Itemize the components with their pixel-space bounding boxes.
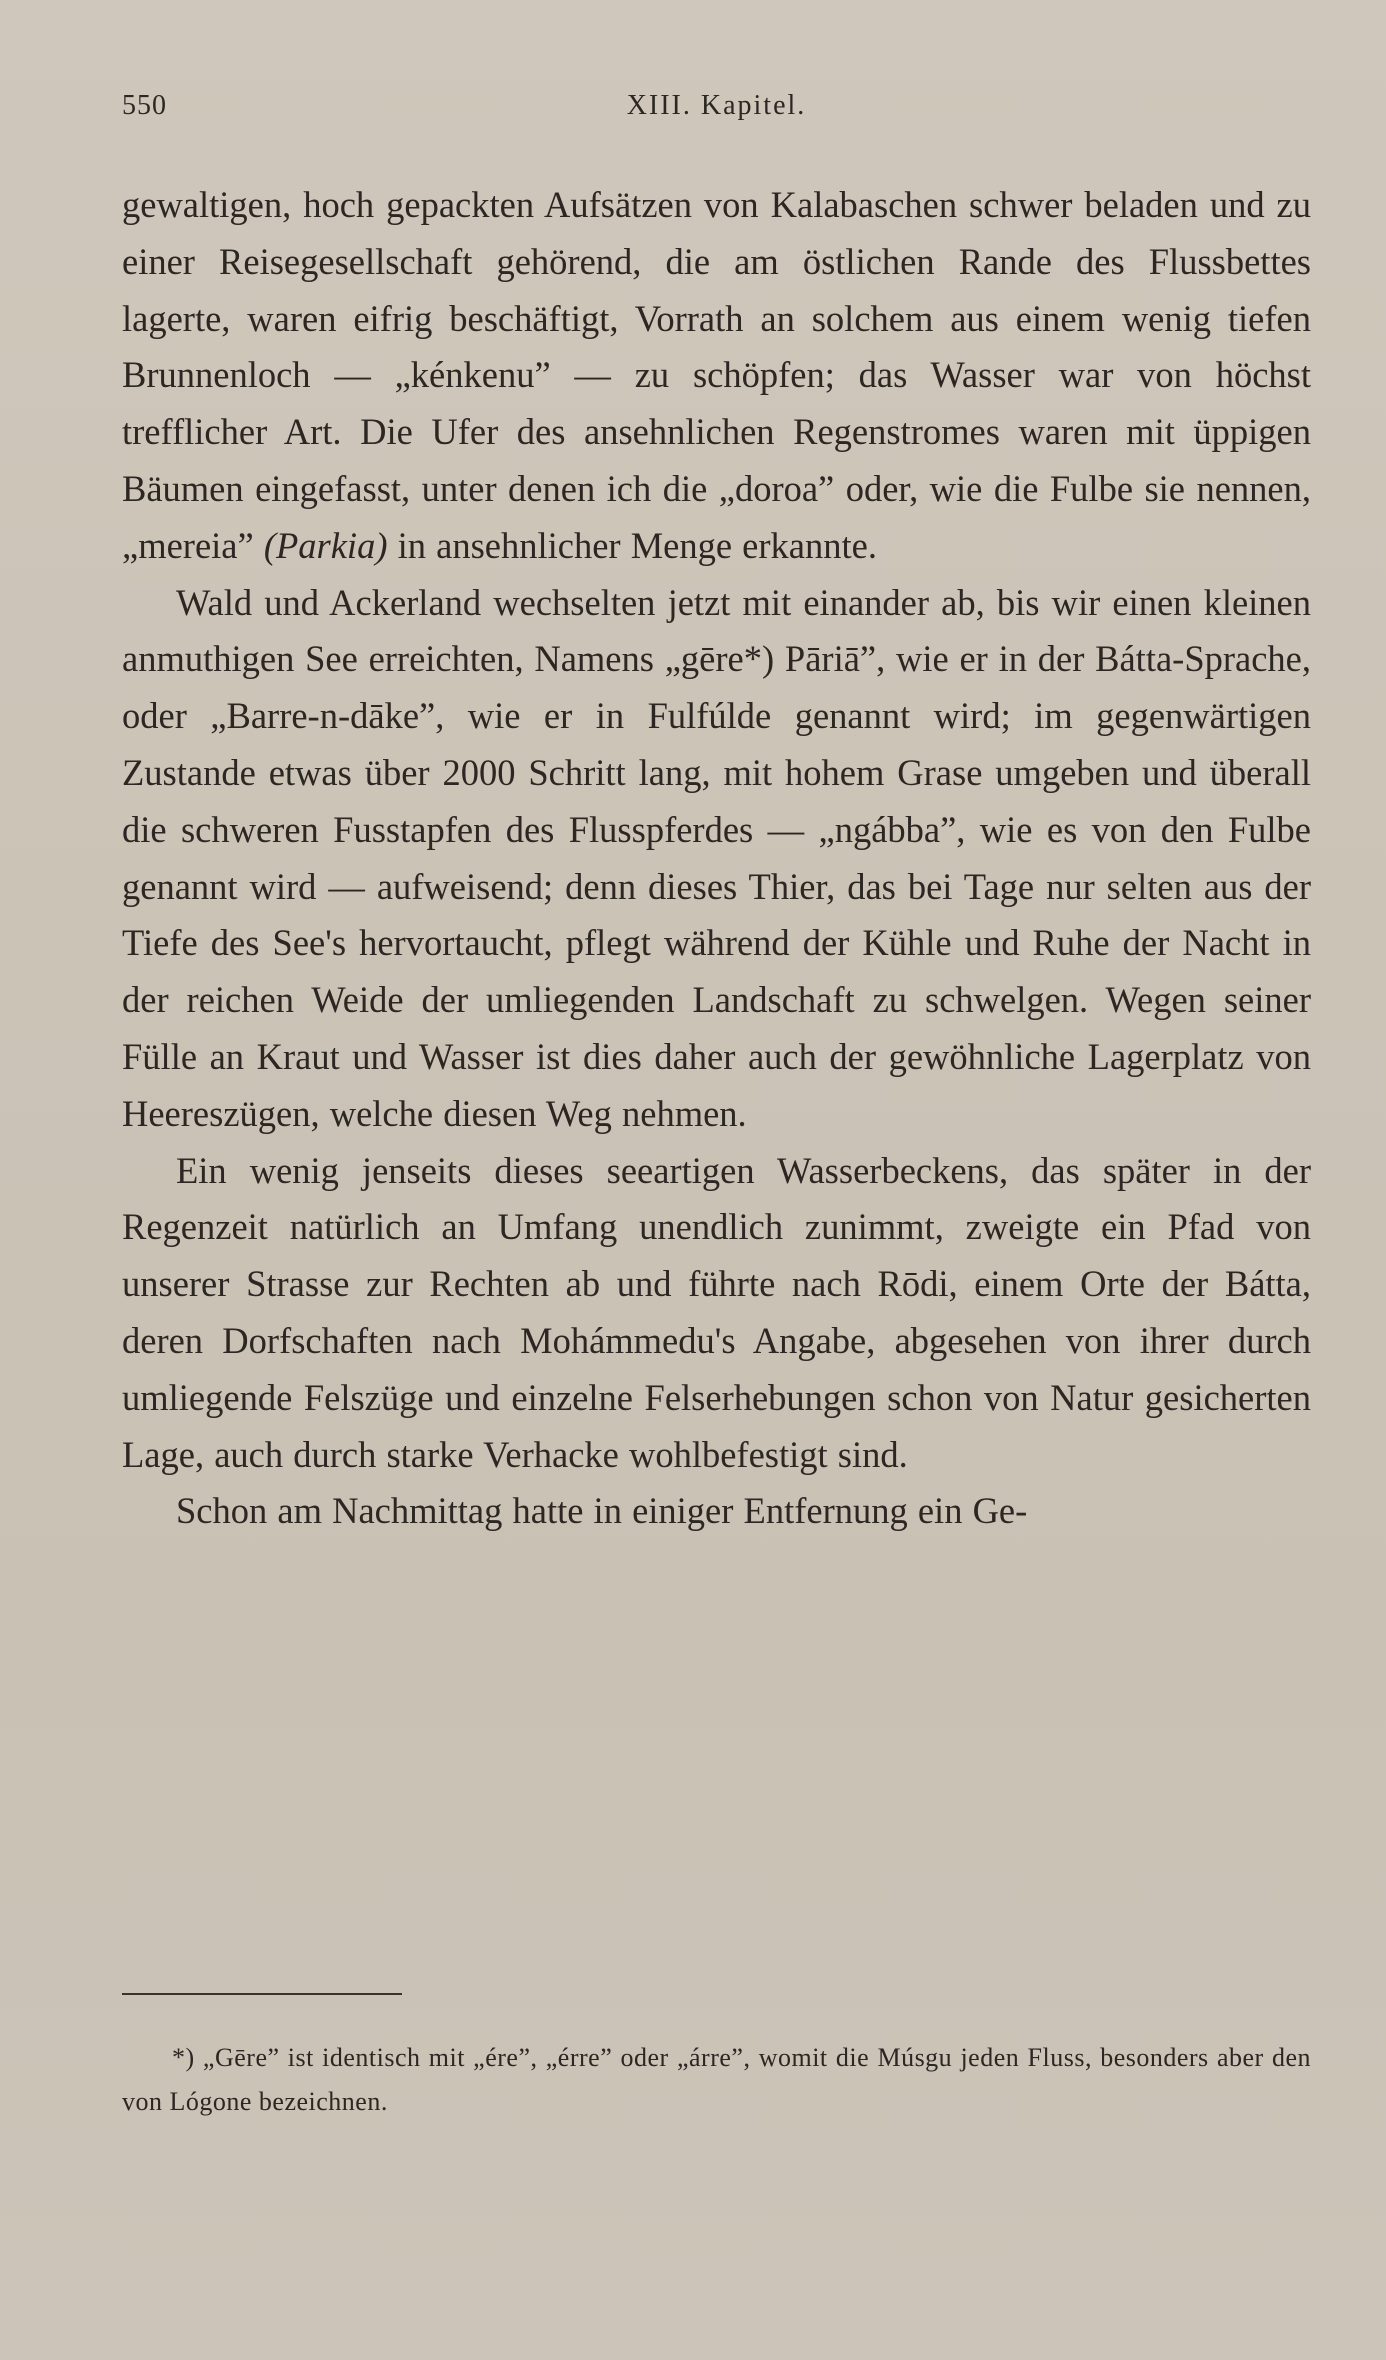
footnote-rule (122, 1993, 402, 1995)
italic-term: (Parkia) (263, 524, 388, 566)
page-header (122, 90, 1311, 134)
body-text (122, 177, 1311, 1540)
paragraph-text: gewaltigen, hoch gepackten Aufsätzen von Kalabaschen schwer beladen und zu einer Reisegesellschaft gehörend, die am östlichen Rande des Flussbettes lagerte, waren eifrig beschäftigt, Vorrath an solchem aus einem wenig tiefen Brunnenloch — „kénkenu” — zu schöpfen; das Wasser war von höchst trefflicher Art. Die Ufer des ansehnlichen Regenstromes waren mit üppigen Bäumen eingefasst, unter denen ich die „doroa” oder, wie die Fulbe sie nennen, „mereia” (122, 184, 1311, 566)
paragraph: Ein wenig jenseits dieses seeartigen Wasserbeckens, das später in der Regenzeit natürlich an Umfang unendlich zunimmt, zweigte ein Pfad von unserer Strasse zur Rechten ab und führte nach Rōdi, einem Orte der Bátta, deren Dorfschaften nach Mohámmedu's Angabe, abgesehen von ihrer durch umliegende Felszüge und einzelne Felserhebungen schon von Natur gesicherten Lage, auch durch starke Verhacke wohlbefestigt sind. (122, 1149, 1311, 1475)
paragraph-text-tail: in ansehnlicher Menge erkannte. (397, 524, 877, 566)
paragraph: Schon am Nachmittag hatte in einiger Entfernung ein Ge- (176, 1490, 1028, 1532)
page-number: 550 (122, 90, 167, 121)
paragraph (122, 177, 1311, 575)
footnote-text: *) „Gēre” ist identisch mit „ére”, „érre” oder „árre”, womit die Músgu jeden Fluss, besonders aber den von Lógone bezeichnen. (122, 2043, 1311, 2116)
running-head: XIII. Kapitel. (626, 90, 807, 121)
paragraph: Wald und Ackerland wechselten jetzt mit einander ab, bis wir einen kleinen anmuthigen See erreichten, Namens „gēre*) Pāriā”, wie er in der Bátta-Sprache, oder „Barre-n-dāke”, wie er in Fulfúlde genannt wird; im gegenwärtigen Zustande etwas über 2000 Schritt lang, mit hohem Grase umgeben und überall die schweren Fusstapfen des Flusspferdes — „ngábba”, wie es von den Fulbe genannt wird — aufweisend; denn dieses Thier, das bei Tage nur selten aus der Tiefe des See's hervortaucht, pflegt während der Kühle und Ruhe der Nacht in der reichen Weide der umliegenden Landschaft zu schwelgen. Wegen seiner Fülle an Kraut und Wasser ist dies daher auch der gewöhnliche Lagerplatz von Heereszügen, welche diesen Weg nehmen. (122, 581, 1311, 1134)
footnote (122, 2036, 1311, 2124)
